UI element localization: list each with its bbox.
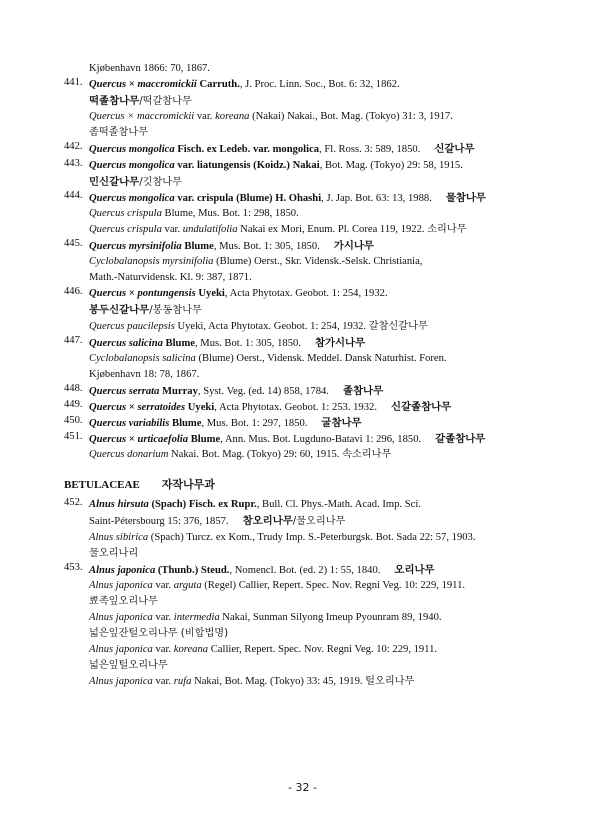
synonym-citation: (Nakai) Nakai., Bot. Mag. (Tokyo) 31: 3, 1917. [249, 111, 453, 123]
infraspecific-epithet: intermedia [173, 612, 220, 623]
synonym-citation: Nakai, Sunman Silyong Imeup Pyounram 89, 1940. [219, 612, 442, 623]
synonym-korean-name: 물오리나리 [89, 547, 139, 559]
korean-alt-name: /물오리나무 [292, 516, 346, 528]
synonym-line [64, 674, 544, 690]
synonym-citation: Nakai, Bot. Mag. (Tokyo) 33: 45, 1919. [191, 676, 366, 688]
entry-number: 446. [64, 286, 83, 298]
synonym-citation: Nakai ex Mori, Enum. Pl. Corea 119, 1922. [237, 223, 428, 235]
author: Blume [172, 418, 202, 430]
entry-number: 449. [64, 398, 83, 410]
name-separator: × [126, 401, 138, 413]
entry-number: 453. [64, 561, 83, 573]
genus-name: Quercus [89, 418, 127, 430]
genus-name: Alnus [89, 499, 115, 511]
citation: , J. Proc. Linn. Soc., Bot. 6: 32, 1862. [239, 79, 400, 91]
synonym-line [64, 351, 544, 367]
entry-number: 441. [64, 77, 83, 89]
synonym-korean-name: 좀떡졸참나무 [89, 127, 149, 139]
entry-main-line [64, 383, 544, 399]
korean-name-line [64, 302, 544, 318]
entry-number: 448. [64, 382, 83, 394]
synonym-citation: Nakai. Bot. Mag. (Tokyo) 29: 60, 1915. [168, 449, 343, 461]
entry-main-line [64, 190, 544, 206]
entry-number: 451. [64, 431, 83, 443]
entry-number: 444. [64, 189, 83, 201]
family-heading [64, 477, 544, 493]
synonym-name: Quercus × maccromickii [89, 111, 195, 123]
infraspecific-epithet: koreana [215, 111, 250, 123]
entry-442 [64, 141, 544, 157]
species-epithet: japonica [117, 564, 156, 576]
korean-name: 신갈졸참나무 [390, 400, 452, 413]
synonym-line [64, 206, 544, 222]
infraspecific-epithet: koreana [173, 644, 209, 656]
synonym-line [64, 109, 544, 125]
author: (Thunb.) Steud. [157, 564, 230, 576]
korean-name: 봉두신갈나무 [89, 304, 150, 317]
rank-marker: var. [152, 612, 174, 623]
synonym-korean-name: 넓은잎잔털오리나무 (비합법명) [89, 628, 229, 640]
author: Murray [162, 385, 198, 397]
citation: , Mus. Bot. 1: 297, 1850. [201, 418, 308, 430]
synonym-name: Quercus paucilepsis [89, 320, 175, 332]
genus-name: Quercus [89, 385, 127, 397]
korean-name: 민신갈나무 [89, 175, 140, 188]
korean-name: 물참나무 [445, 191, 486, 204]
entry-448 [64, 383, 544, 399]
entry-number: 452. [64, 497, 83, 509]
entry-main-line [64, 158, 544, 174]
entry-number: 445. [64, 238, 83, 250]
entry-main-line [64, 497, 544, 513]
infraspecific-epithet: undulatifolia [182, 223, 238, 235]
synonym-line [64, 447, 544, 463]
citation: , Acta Phytotax. Geobot. 1: 253. 1932. [214, 401, 377, 413]
name-separator: × [126, 288, 138, 300]
synonym-citation: (Blume) Oerst., Skr. Vidensk.-Selsk. Christiania, [213, 256, 423, 268]
species-epithet: myrsinifolia [128, 241, 182, 253]
species-epithet: pontungensis [137, 288, 196, 300]
entry-453 [64, 562, 544, 691]
synonym-korean-name: 소리나무 [427, 223, 467, 235]
entry-list [64, 61, 544, 690]
species-epithet: mongolica [128, 144, 175, 156]
genus-name: Alnus [89, 564, 115, 576]
entry-main-line [64, 562, 544, 578]
genus-name: Quercus [89, 144, 127, 156]
author: var. liatungensis (Koidz.) Nakai [177, 159, 320, 171]
name-separator: × [126, 434, 138, 446]
author: Blume [190, 434, 221, 446]
entry-main-line [64, 238, 544, 254]
citation: , J. Jap. Bot. 63: 13, 1988. [321, 192, 432, 204]
entry-452 [64, 497, 544, 561]
rank-marker: var. [194, 111, 216, 123]
synonym-line [64, 319, 544, 335]
entry-main-line [64, 286, 544, 302]
synonym-citation-continued: Kjøbenhavn 18: 78, 1867. [89, 368, 200, 380]
infraspecific-epithet: rufa [173, 676, 192, 688]
synonym-line [64, 530, 544, 546]
entry-450 [64, 415, 544, 431]
korean-name: 굴참나무 [321, 417, 362, 430]
korean-name: 참오리나무 [242, 515, 293, 528]
infraspecific-epithet: arguta [173, 579, 202, 591]
entry-main-line [64, 399, 544, 415]
synonym-name: Alnus japonica [89, 612, 153, 623]
synonym-citation: Callier, Repert. Spec. Nov. Regni Veg. 10: 229, 1911. [208, 644, 438, 656]
synonym-name: Alnus japonica [89, 644, 153, 656]
synonym-korean-name: 갈참신갈나무 [368, 320, 428, 332]
synonym-line [64, 254, 544, 270]
korean-name: 졸참나무 [342, 384, 384, 397]
synonym-citation-continued: Math.-Naturvidensk. Kl. 9: 387, 1871. [89, 272, 252, 284]
synonym-line [64, 578, 544, 594]
species-epithet: maccromickii [137, 79, 197, 91]
author: (Spach) Fisch. ex Rupr. [151, 499, 257, 511]
korean-alt-name: /깃참나무 [139, 176, 182, 188]
continuation-line: Kjøbenhavn 1866: 70, 1867. [89, 63, 210, 74]
synonym-name: Alnus japonica [89, 676, 153, 688]
citation: , Bull. Cl. Phys.-Math. Acad. Imp. Sci. [256, 499, 421, 511]
citation: , Fl. Ross. 3: 589, 1850. [319, 144, 421, 156]
author: Uyeki [198, 288, 225, 300]
species-epithet: serrata [128, 385, 160, 397]
synonym-name: Quercus crispula [89, 207, 162, 219]
genus-name: Quercus [89, 79, 127, 91]
species-epithet: urticaefolia [137, 434, 189, 446]
korean-name: 가시나무 [333, 240, 374, 253]
synonym-name: Quercus donarium [89, 449, 169, 461]
korean-name: 갈졸참나무 [435, 433, 486, 446]
entry-447 [64, 335, 544, 383]
korean-name: 신갈나무 [434, 143, 475, 156]
synonym-citation: Uyeki, Acta Phytotax. Geobot. 1: 254, 1932. [174, 320, 369, 332]
species-epithet: mongolica [128, 159, 175, 171]
synonym-line [64, 642, 544, 658]
synonym-korean-name: 뾰족잎오리나무 [89, 595, 158, 607]
genus-name: Quercus [89, 159, 127, 171]
korean-name-line [64, 174, 544, 190]
entry-number: 443. [64, 157, 83, 169]
synonym-korean-name: 털오리나무 [365, 676, 415, 688]
korean-name: 참가시나무 [314, 336, 366, 349]
korean-name: 오리나무 [394, 563, 435, 576]
entry-main-line [64, 431, 544, 447]
entry-441 [64, 77, 544, 141]
synonym-name: Alnus japonica [89, 579, 153, 591]
entry-443 [64, 158, 544, 190]
genus-name: Quercus [89, 401, 127, 413]
korean-name-line [64, 93, 544, 109]
synonym-name: Alnus sibirica [89, 531, 149, 543]
entry-number: 450. [64, 415, 83, 427]
entry-445 [64, 238, 544, 286]
name-separator: × [126, 79, 138, 91]
entry-main-line [64, 77, 544, 93]
page-number: - 32 - [288, 781, 317, 794]
korean-alt-name: /봉동참나무 [149, 305, 202, 317]
synonym-line [64, 222, 544, 238]
family-korean-name: 자작나무과 [161, 478, 215, 492]
korean-alt-name: /떡갈참나무 [139, 96, 192, 108]
entry-number: 447. [64, 334, 83, 346]
synonym-korean-name: 속소리나무 [342, 449, 392, 461]
entry-449 [64, 399, 544, 415]
genus-name: Quercus [89, 288, 127, 300]
rank-marker: var. [152, 644, 174, 656]
genus-name: Quercus [89, 241, 127, 253]
author: Fisch. ex Ledeb. var. mongolica [177, 144, 320, 156]
entry-444 [64, 190, 544, 238]
family-name: BETULACEAE [64, 479, 140, 492]
citation: , Ann. Mus. Bot. Lugduno-Batavi 1: 296, 1850. [220, 434, 422, 446]
citation: , Acta Phytotax. Geobot. 1: 254, 1932. [224, 288, 388, 300]
entry-number: 442. [64, 141, 83, 153]
citation: , Bot. Mag. (Tokyo) 29: 58, 1915. [319, 159, 463, 171]
citation-continued-text: Saint-Pétersbourg 15: 376, 1857. [89, 516, 229, 528]
author: Blume [184, 241, 214, 253]
species-epithet: variabilis [128, 418, 170, 430]
species-epithet: salicina [128, 337, 163, 349]
genus-name: Quercus [89, 337, 127, 349]
synonym-citation: (Regel) Callier, Repert. Spec. Nov. Regni Veg. 10: 229, 1911. [201, 579, 466, 591]
rank-marker: var. [161, 223, 183, 235]
entry-main-line [64, 141, 544, 157]
entry-main-line [64, 335, 544, 351]
genus-name: Quercus [89, 192, 127, 204]
synonym-name: Cyclobalanopsis myrsinifolia [89, 256, 214, 268]
synonym-citation: Blume, Mus. Bot. 1: 298, 1850. [161, 207, 299, 219]
synonym-citation: (Spach) Turcz. ex Kom., Trudy Imp. S.-Peterburgsk. Bot. Sada 22: 57, 1903. [148, 531, 476, 543]
species-epithet: serratoides [137, 401, 186, 413]
entry-main-line [64, 415, 544, 431]
citation: , Mus. Bot. 1: 305, 1850. [213, 241, 320, 253]
citation-continued [64, 513, 544, 529]
author: Blume [165, 337, 195, 349]
author: Carruth. [199, 79, 240, 91]
synonym-name: Quercus crispula [89, 223, 162, 235]
author: Uyeki [187, 401, 215, 413]
synonym-name: Cyclobalanopsis salicina [89, 352, 196, 364]
synonym-citation: (Blume) Oerst., Vidensk. Meddel. Dansk Naturhist. Foren. [195, 352, 447, 364]
species-epithet: hirsuta [117, 499, 149, 511]
genus-name: Quercus [89, 434, 127, 446]
entry-446 [64, 286, 544, 334]
citation: , Mus. Bot. 1: 305, 1850. [194, 337, 301, 349]
synonym-line [64, 610, 544, 626]
entry-451 [64, 431, 544, 463]
author: var. crispula (Blume) H. Ohashi [177, 192, 322, 204]
citation: , Syst. Veg. (ed. 14) 858, 1784. [197, 385, 329, 397]
rank-marker: var. [152, 579, 174, 591]
rank-marker: var. [152, 676, 174, 688]
korean-name: 떡졸참나무 [89, 95, 140, 108]
synonym-korean-name: 넓은잎털오리나무 [89, 660, 168, 672]
citation: , Nomencl. Bot. (ed. 2) 1: 55, 1840. [229, 564, 381, 576]
species-epithet: mongolica [128, 192, 175, 204]
